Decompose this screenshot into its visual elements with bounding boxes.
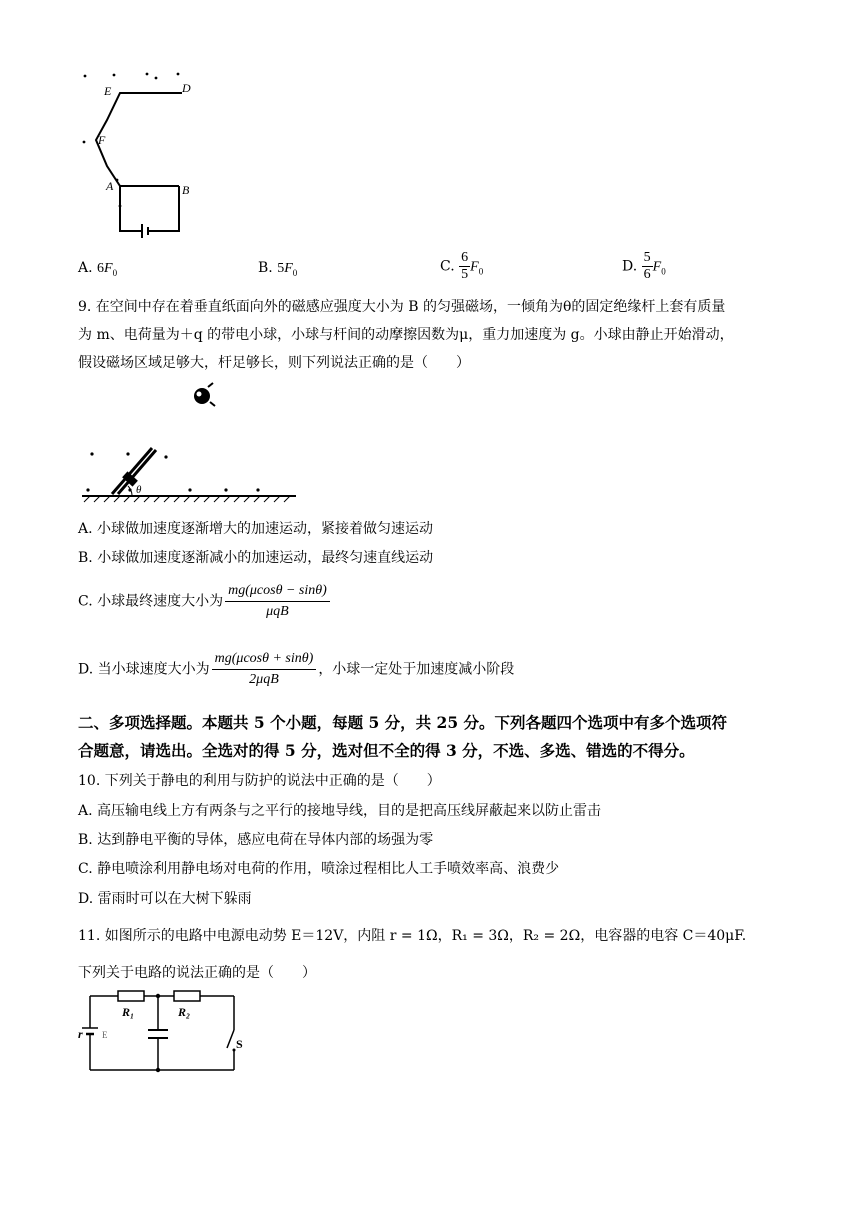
fraction: $\frac{5}{6}$ [643, 250, 651, 282]
q8-circuit-figure [76, 68, 226, 243]
q9-incline-figure [78, 382, 300, 508]
q9-option-a: A. 小球做加速度逐渐增大的加速运动，紧接着做匀速运动 [78, 521, 434, 537]
section2-heading-line2: 合题意，请选出。全选对的得 5 分，选对但不全的得 3 分，不选、多选、错选的不得分。 [78, 741, 695, 760]
fraction: $\frac{mg(\mu\cos\theta + \sin\theta)}{\text{2μqB}}$ [212, 650, 317, 689]
q8-option-a: A. $6F_0$ [78, 260, 118, 278]
q8-option-c: C. $\frac{6}{5}$ $F_0$ [440, 250, 484, 282]
fraction: $\frac{6}{5}$ [461, 250, 469, 282]
q10-option-d: D. 雷雨时可以在大树下躲雨 [78, 891, 252, 907]
q9-stem-line3: 假设磁场区域足够大，杆足够长，则下列说法正确的是（ ） [78, 355, 470, 371]
q11-stem-line2: 下列关于电路的说法正确的是（ ） [78, 965, 316, 981]
q9-option-d: D. 当小球速度大小为 $\frac{mg(\mu\cos\theta + \sin\theta)}{\text{2μqB}}$ ，小球一定处于加速度减小阶段 [78, 651, 515, 687]
q8-option-b: B. $5F_0$ [258, 260, 298, 278]
label-b: B [182, 183, 190, 197]
resistor-r2 [174, 991, 200, 1001]
switch-s [227, 1030, 234, 1048]
q11-circuit-figure [78, 986, 246, 1078]
q10-option-a: A. 高压输电线上方有两条与之平行的接地导线，目的是把高压线屏蔽起来以防止雷击 [78, 803, 602, 819]
fraction: $\frac{mg(\mu\cos\theta - \sin\theta)}{\text{μqB}}$ [225, 582, 330, 621]
section2-heading-line1: 二、多项选择题。本题共 5 个小题，每题 5 分，共 25 分。下列各题四个选项中有多个选项符 [78, 713, 728, 732]
q10-option-b: B. 达到静电平衡的导体，感应电荷在导体内部的场强为零 [78, 832, 434, 848]
label-s: S [236, 1037, 243, 1051]
label-a: A [106, 179, 114, 193]
q10-stem: 10. 下列关于静电的利用与防护的说法中正确的是（ ） [78, 773, 441, 789]
resistor-r1 [118, 991, 144, 1001]
q8-option-d: D. $\frac{5}{6}$ $F_0$ [622, 250, 666, 282]
label-r1: R₁ [122, 1005, 135, 1019]
battery-loop [120, 186, 142, 231]
q11-stem-line1: 11. 如图所示的电路中电源电动势 E＝12V，内阻 r = 1Ω，R₁ = 3Ω，R₂ = 2Ω，电容器的电容 C＝40μF. [78, 928, 747, 944]
label-r2: R₂ [178, 1005, 191, 1019]
hexagon-wire [96, 93, 182, 186]
label-e: E [104, 84, 112, 98]
q9-option-c: C. 小球最终速度大小为 $\frac{mg(\mu\cos\theta - \sin\theta)}{\text{μqB}}$ [78, 582, 332, 621]
q9-option-b: B. 小球做加速度逐渐减小的加速运动，最终匀速直线运动 [78, 550, 434, 566]
label-d: D [182, 81, 191, 95]
q9-stem-line2: 为 m、电荷量为＋q 的带电小球，小球与杆间的动摩擦因数为μ，重力加速度为 g。小球由静止开始滑动， [78, 327, 734, 343]
theta-label: θ [136, 484, 142, 496]
label-r: r [78, 1027, 83, 1041]
label-f: F [98, 133, 106, 147]
q9-stem-line1: 9. 在空间中存在着垂直纸面向外的磁感应强度大小为 B 的匀强磁场，一倾角为θ的固定绝缘杆上套有质量 [78, 299, 726, 315]
q10-option-c: C. 静电喷涂利用静电场对电荷的作用，喷涂过程相比人工手喷效率高、浪费少 [78, 861, 560, 877]
label-e: E [102, 1030, 108, 1040]
